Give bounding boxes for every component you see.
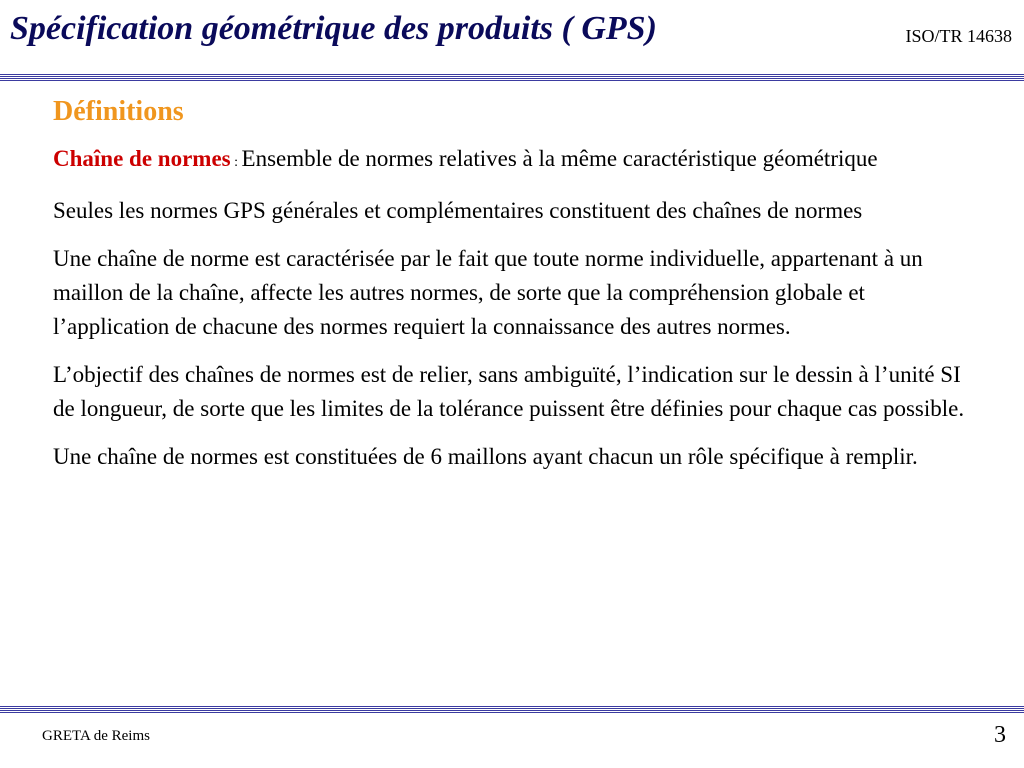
section-heading: Définitions	[53, 96, 184, 127]
page-number: 3	[994, 722, 1006, 748]
header-divider	[0, 74, 1024, 82]
footer-divider	[0, 706, 1024, 714]
body-paragraph: Une chaîne de norme est caractérisée par le fait que toute norme individuelle, appartenant à un maillon de la chaîne, affecte les autres normes, de sorte que la compréhension globale et l’application de chacune des normes requiert la connaissance des autres normes.	[53, 246, 923, 339]
definition-separator: :	[230, 155, 242, 170]
body-paragraph: Seules les normes GPS générales et complémentaires constituent des chaînes de normes	[53, 198, 863, 223]
footer-organization: GRETA de Reims	[42, 728, 150, 744]
slide-title: Spécification géométrique des produits ( GPS)	[10, 10, 657, 47]
slide-body	[53, 142, 973, 488]
definition-text: Ensemble de normes relatives à la même caractéristique géométrique	[241, 146, 878, 171]
body-paragraph: L’objectif des chaînes de normes est de relier, sans ambiguïté, l’indication sur le dessin à l’unité SI de longueur, de sorte que les limites de la tolérance puissent être définies pour chaque cas possible.	[53, 362, 965, 421]
standard-reference: ISO/TR 14638	[905, 26, 1012, 46]
body-paragraph: Une chaîne de normes est constituées de 6 maillons ayant chacun un rôle spécifique à remplir.	[53, 444, 918, 469]
definition-term: Chaîne de normes	[53, 146, 231, 171]
definition-paragraph	[53, 142, 973, 180]
